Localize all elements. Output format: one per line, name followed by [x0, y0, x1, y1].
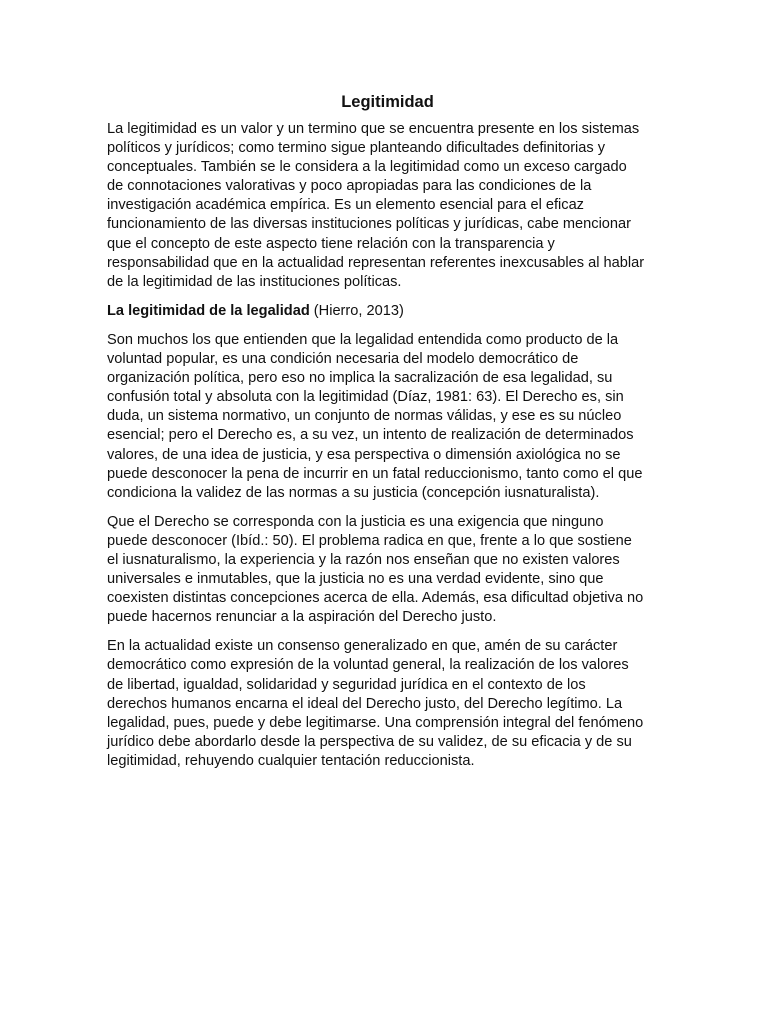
section-heading-citation: (Hierro, 2013)	[309, 302, 404, 319]
body-paragraph-3: En la actualidad existe un consenso generalizado en que, amén de su carácter democrático como expresión de la voluntad general, la realización de los valores de libertad, igualdad, solidaridad y seguridad jurídica en el contexto de los derechos humanos encarna el ideal del Derecho justo, del Derecho legítimo. La legalidad, pues, puede y debe legitimarse. Una comprensión integral del fenómeno jurídico debe abordarlo desde la perspectiva de su validez, de su eficacia y de su legitimidad, rehuyendo cualquier tentación reduccionista.	[107, 638, 644, 769]
document-title: Legitimidad	[341, 93, 434, 111]
intro-paragraph: La legitimidad es un valor y un termino que se encuentra presente en los sistemas políticos y jurídicos; como termino sigue planteando dificultades definitorias y conceptuales. También se le considera a la legitimidad como un exceso cargado de connotaciones valorativas y poco apropiadas para las condiciones de la investigación académica empírica. Es un elemento esencial para el eficaz funcionamiento de las diversas instituciones políticas y jurídicas, cabe mencionar que el concepto de este aspecto tiene relación con la transparencia y responsabilidad que en la actualidad representan referentes inexcusables al hablar de la legitimidad de las instituciones políticas.	[107, 121, 645, 290]
section-heading-title: La legitimidad de la legalidad	[107, 302, 310, 319]
section-heading	[107, 302, 668, 321]
body-paragraph-2: Que el Derecho se corresponda con la justicia es una exigencia que ninguno puede desconocer (Ibíd.: 50). El problema radica en que, frente a lo que sostiene el iusnaturalismo, la experiencia y la razón nos enseñan que no existen valores universales e inmutables, que la justicia no es una verdad evidente, sino que coexisten distintas concepciones acerca de ella. Además, esa dificultad objetiva no puede hacernos renunciar a la aspiración del Derecho justo.	[107, 513, 644, 626]
body-paragraph-1: Son muchos los que entienden que la legalidad entendida como producto de la voluntad popular, es una condición necesaria del modelo democrático de organización política, pero eso no implica la sacralización de esa legalidad, su confusión total y absoluta con la legitimidad (Díaz, 1981: 63). El Derecho es, sin duda, un sistema normativo, un conjunto de normas válidas, y ese es su núcleo esencial; pero el Derecho es, a su vez, un intento de realización de determinados valores, de una idea de justicia, y esa perspectiva o dimensión axiológica no se puede desconocer la pena de incurrir en un fatal reduccionismo, tanto como el que condiciona la validez de las normas a su justicia (concepción iusnaturalista).	[107, 331, 643, 501]
